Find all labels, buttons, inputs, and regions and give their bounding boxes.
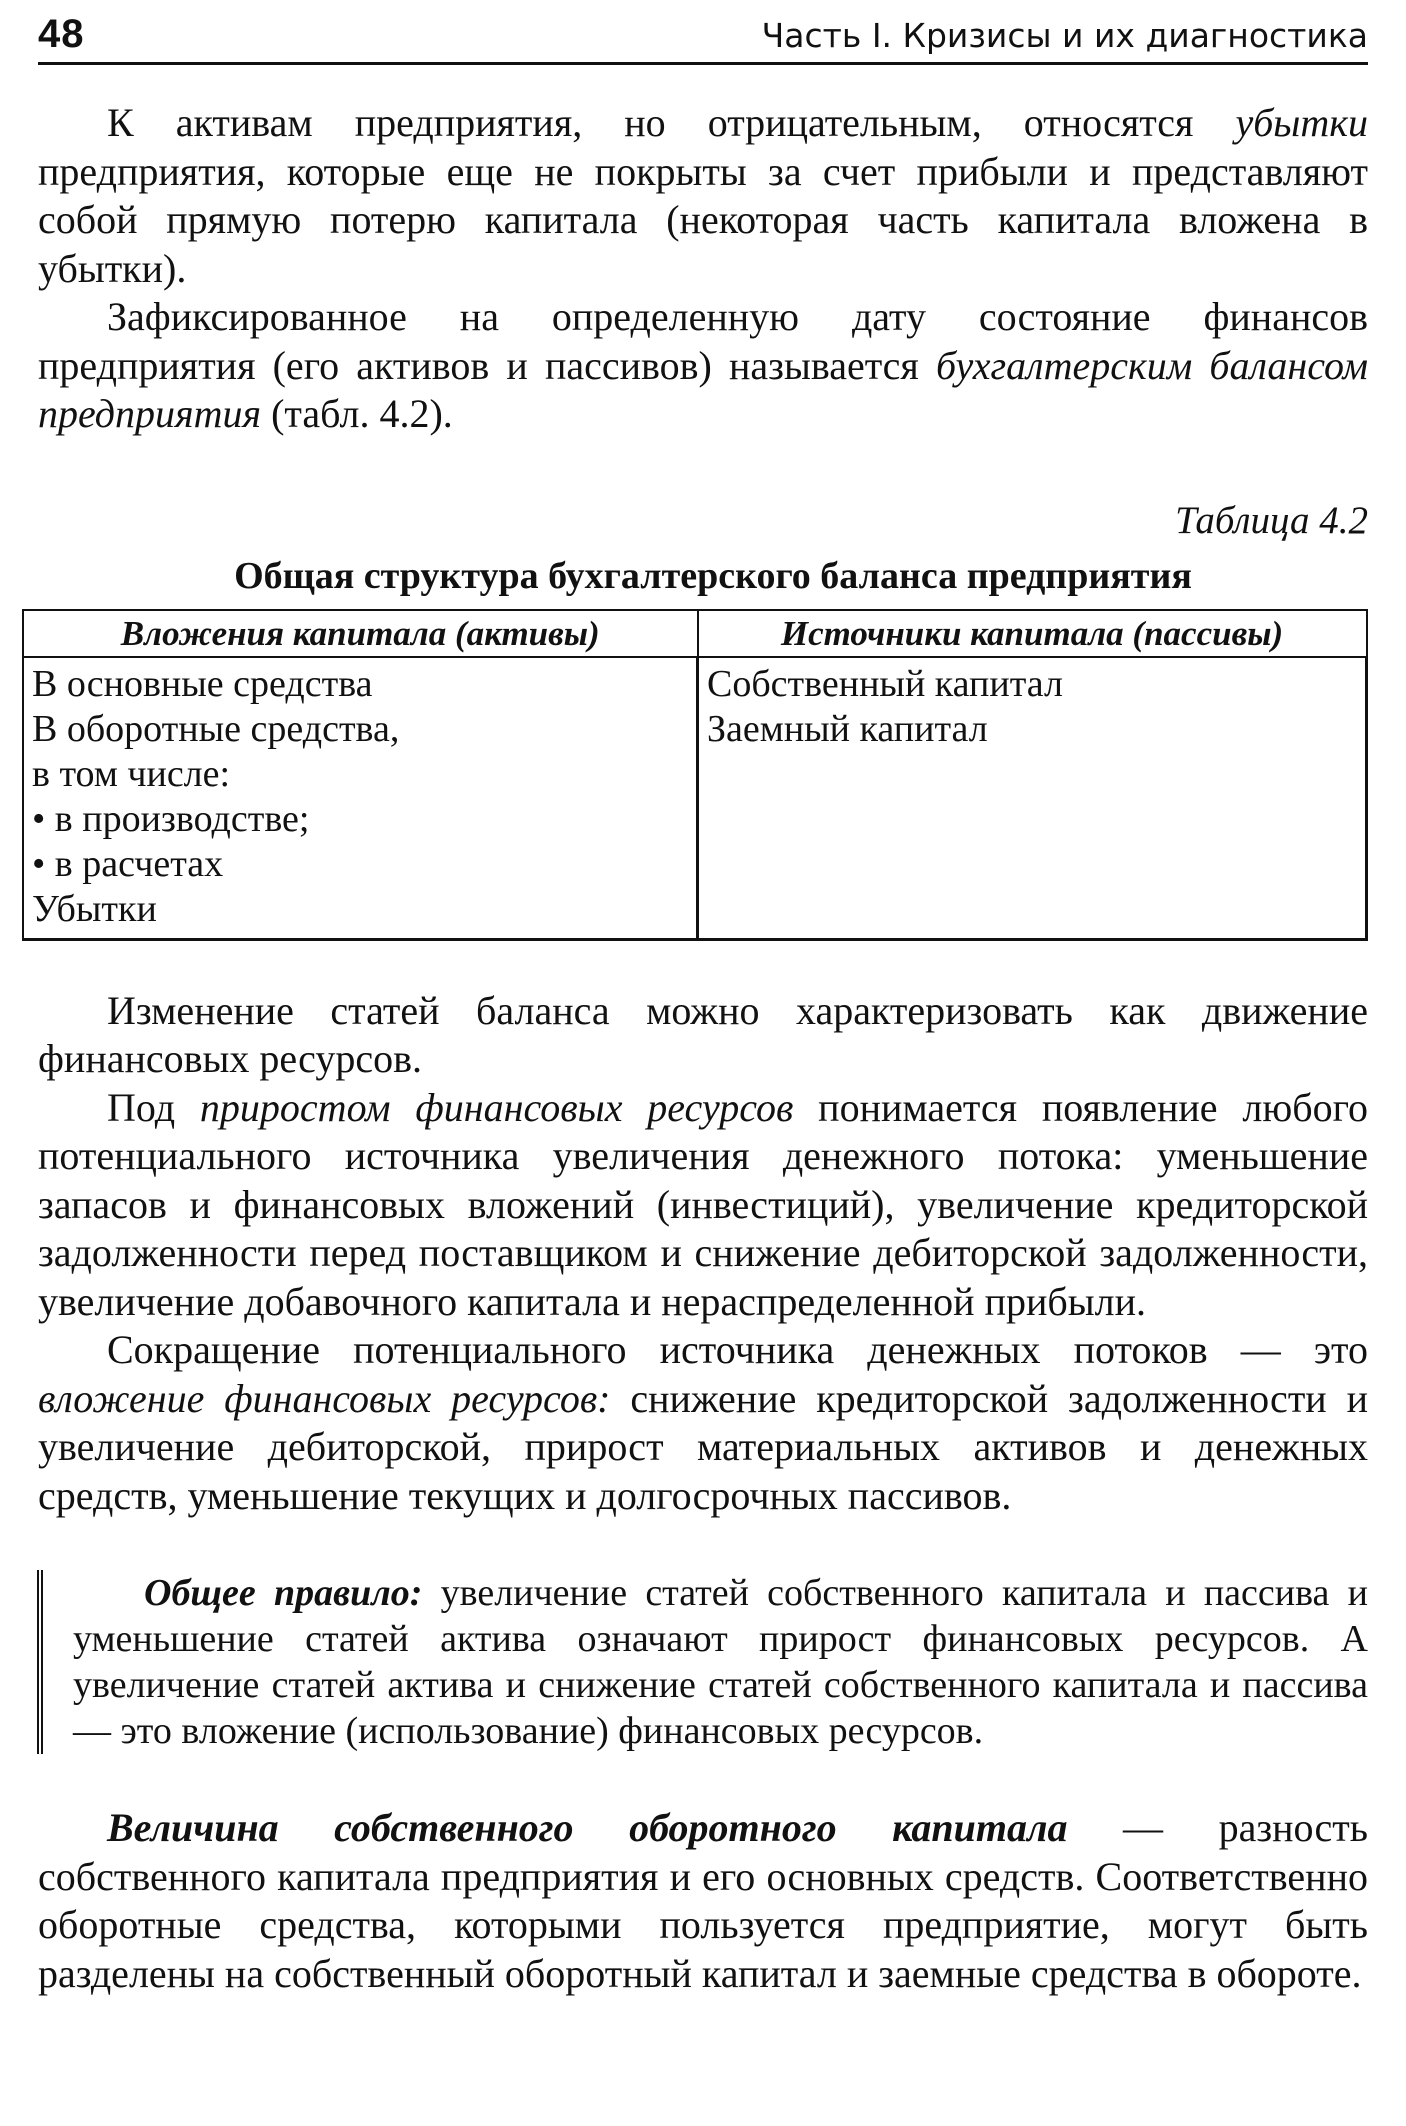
asset-item: В оборотные средства,	[32, 707, 400, 750]
table-title: Общая структура бухгалтерского баланса предприятия	[234, 554, 1192, 597]
chapter-title: Часть I. Кризисы и их диагностика	[761, 16, 1368, 55]
paragraph-text: (табл. 4.2).	[261, 391, 453, 436]
term-general-rule: Общее правило:	[144, 1572, 423, 1614]
paragraph-losses	[38, 99, 1368, 293]
asset-item: • в расчетах	[32, 842, 224, 885]
paragraph-balance-sheet	[38, 293, 1368, 439]
liability-item: Заемный капитал	[707, 707, 988, 750]
column-header-assets: Вложения капитала (активы)	[23, 610, 698, 657]
book-page	[32, 0, 1369, 1998]
liabilities-cell	[698, 657, 1367, 940]
paragraph-text: Под	[107, 1084, 200, 1130]
term-balance-sheet: бухгалтерским балансом предприятия	[38, 342, 1369, 436]
general-rule-box	[37, 1570, 1368, 1754]
paragraph-text: Зафиксированное на определенную дату состояние финансов предприятия (его активов и пассивов) называется	[38, 294, 1368, 388]
asset-item: В основные средства	[32, 662, 373, 705]
asset-item: • в производстве;	[32, 797, 310, 840]
running-header	[38, 4, 1368, 65]
paragraph-movement: Изменение статей баланса можно характеризовать как движение финансовых ресурсов.	[38, 987, 1368, 1081]
paragraph-resource-investment	[38, 1326, 1368, 1520]
page-number: 48	[38, 12, 85, 56]
paragraph-resource-growth	[38, 1084, 1368, 1327]
balance-structure-table	[22, 609, 1368, 941]
table-header-row	[23, 610, 1367, 657]
table-row	[23, 657, 1367, 940]
general-rule-text	[73, 1570, 1368, 1754]
term-resource-growth: приростом финансовых ресурсов	[199, 1084, 794, 1130]
paragraph-text: Сокращение потенциального источника денежных потоков — это	[107, 1327, 1368, 1372]
asset-item: в том числе:	[32, 752, 231, 795]
column-header-liabilities: Источники капитала (пассивы)	[698, 610, 1367, 657]
term-working-capital: Величина собственного оборотного капитала	[107, 1805, 1068, 1850]
paragraph-text: — разность собственного капитала предприятия и его основных средств. Соответственно оборотные средства, которыми пользуется предприятие, могут быть разделены на собственный оборотный капитал и заемные средства в обороте.	[38, 1805, 1369, 1996]
paragraph-text: снижение кредиторской задолженности и увеличение дебиторской, прирост материальных активов и денежных средств, уменьшение текущих и долгосрочных пассивов.	[38, 1375, 1368, 1518]
assets-cell	[23, 657, 698, 940]
asset-item: Убытки	[32, 887, 157, 930]
term-losses: убытки	[1235, 100, 1368, 145]
paragraph-text: понимается появление любого потенциального источника увеличения денежного потока: уменьшение запасов и финансовых вложений (инвестиций), увеличение кредиторской задолженности перед поставщиком и снижение дебиторской задолженности, увеличение добавочного капитала и нераспределенной прибыли.	[38, 1084, 1368, 1324]
paragraph-text: предприятия, которые еще не покрыты за счет прибыли и представляют собой прямую потерю капитала (некоторая часть капитала вложена в убытки).	[38, 148, 1368, 291]
paragraph-text: увеличение статей собственного капитала и пассива и уменьшение статей актива означают прирост финансовых ресурсов. А увеличение статей актива и снижение статей собственного капитала и пассива — это вложение (использование) финансовых ресурсов.	[73, 1572, 1368, 1752]
term-resource-investment: вложение финансовых ресурсов:	[38, 1375, 611, 1421]
paragraph-working-capital	[38, 1804, 1368, 1998]
table-caption: Таблица 4.2	[1175, 498, 1368, 542]
paragraph-text: К активам предприятия, но отрицательным, относятся	[107, 100, 1236, 145]
liability-item: Собственный капитал	[707, 662, 1063, 705]
